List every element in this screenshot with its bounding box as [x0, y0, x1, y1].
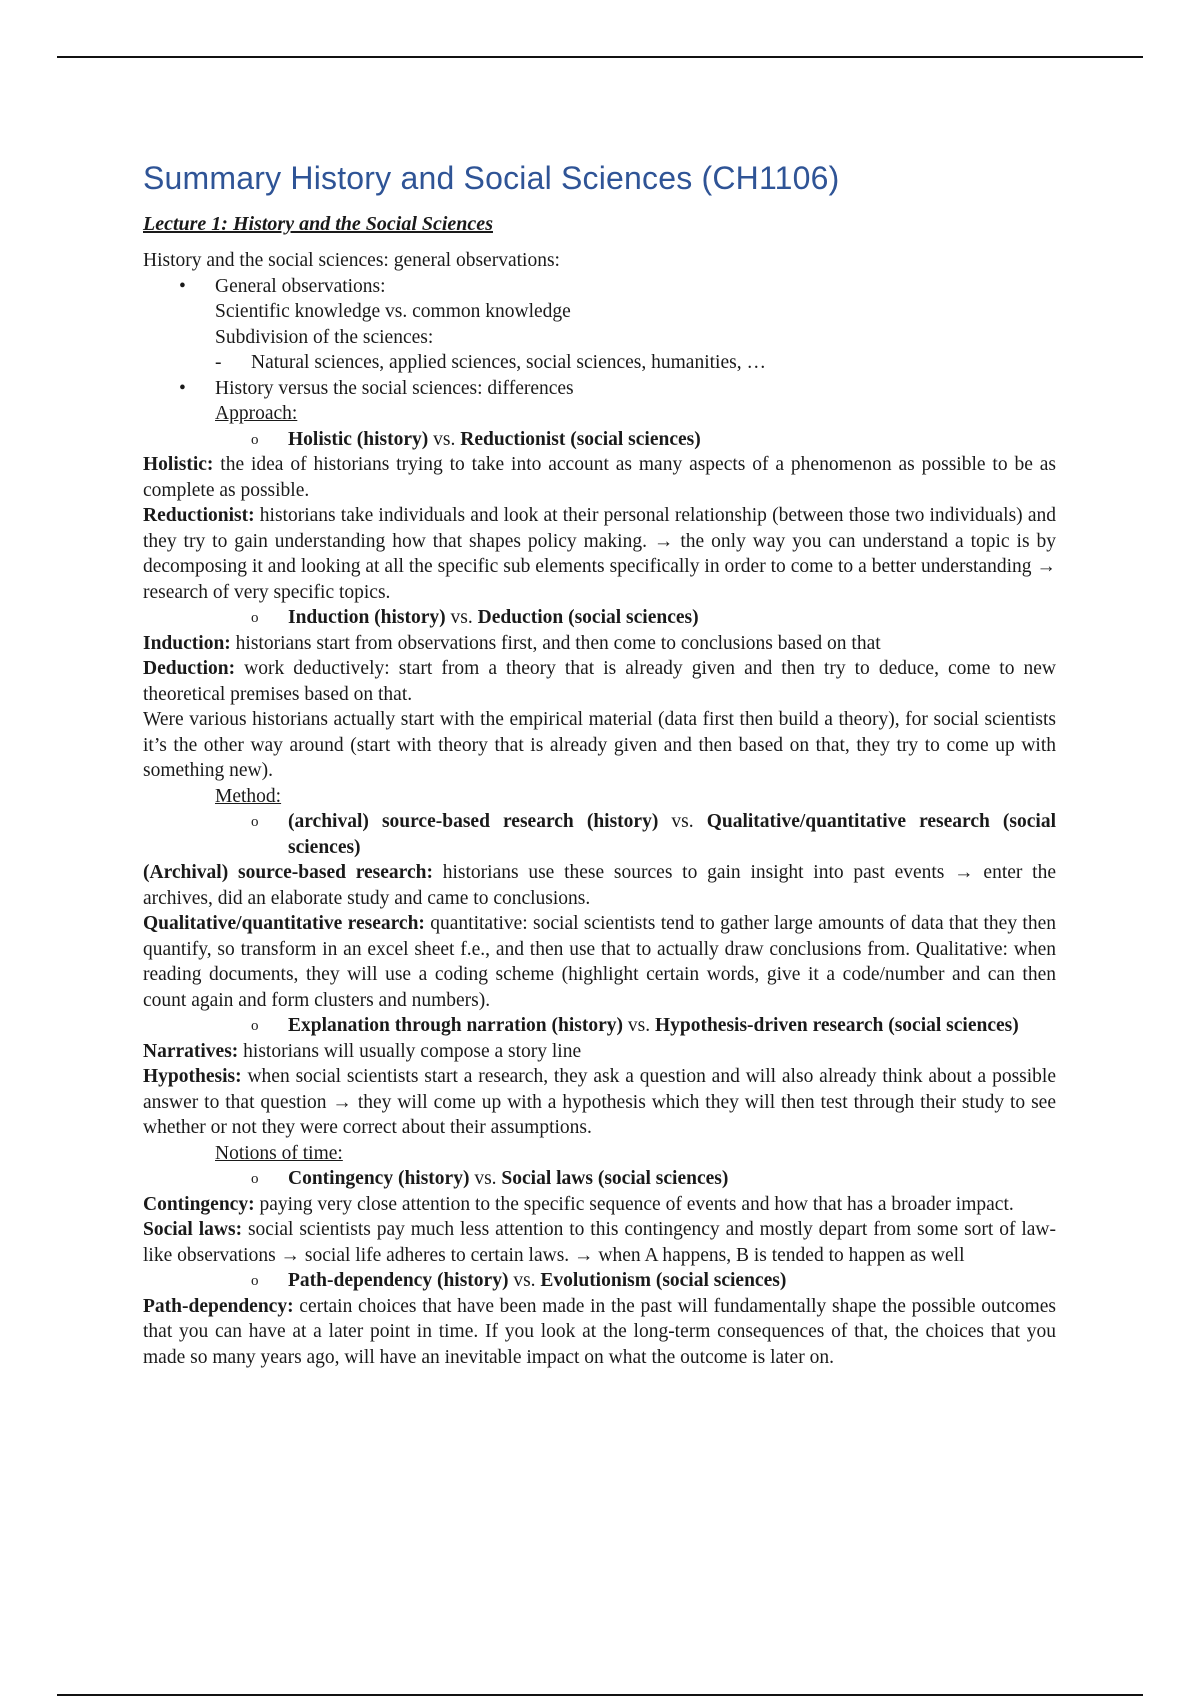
bullet-general — [143, 274, 1056, 300]
intro-line: History and the social sciences: general observations: — [143, 250, 560, 271]
differences-text: History versus the social sciences: differences — [215, 377, 574, 399]
general-heading: General observations: — [215, 275, 386, 297]
pair-archival-qualquant: o (archival) source-based research (history) vs. Qualitative/quantitative research (social sciences) — [251, 811, 1056, 858]
approach-label: Approach: — [215, 403, 298, 424]
pair-induction-deduction: o Induction (history) vs. Deduction (social sciences) — [143, 605, 1056, 631]
def-induction: Induction: historians start from observations first, and then come to conclusions based on that — [143, 632, 881, 654]
def-contingency: Contingency: paying very close attention to the specific sequence of events and how that has a broader impact. — [143, 1193, 1014, 1215]
general-line-1: Scientific knowledge vs. common knowledge — [215, 301, 571, 322]
circle-bullet-icon: o — [251, 1273, 259, 1289]
document-page — [143, 160, 1056, 1370]
def-qualquant: Qualitative/quantitative research: quantitative: social scientists tend to gather large amounts of data that they then quantify, so transform in an excel sheet f.e., and then use that to actually draw conclusions from. Qualitative: when reading documents, they will use a coding scheme (highlight certain words, give it a code/number and can then count again and form clusters and numbers). — [143, 913, 1056, 1011]
header-rule — [57, 56, 1143, 58]
document-title: Summary History and Social Sciences (CH1106) — [143, 160, 840, 196]
bullet-differences — [143, 376, 1056, 402]
pair-pathdep-evolutionism: o Path-dependency (history) vs. Evolutionism (social sciences) — [143, 1268, 1056, 1294]
def-holistic: Holistic: the idea of historians trying to take into account as many aspects of a phenomenon as possible to be as complete as possible. — [143, 454, 1056, 501]
pair-holistic-reductionist: o Holistic (history) vs. Reductionist (social sciences) — [143, 427, 1056, 453]
def-sociallaws: Social laws: social scientists pay much less attention to this contingency and mostly depart from some sort of law-like observations → social life adheres to certain laws. → when A happens, B is tended to happen as well — [143, 1219, 1056, 1266]
def-deduction: Deduction: work deductively: start from a theory that is already given and then try to deduce, come to new theoretical premises based on that. — [143, 658, 1056, 705]
circle-bullet-icon: o — [251, 1171, 259, 1187]
para-were-various: Were various historians actually start with the empirical material (data first then build a theory), for social scientists it’s the other way around (start with theory that is already given and then based on that, they try to come up with something new). — [143, 709, 1056, 781]
circle-bullet-icon: o — [251, 1018, 259, 1034]
pair-contingency-sociallaws: o Contingency (history) vs. Social laws (social sciences) — [143, 1166, 1056, 1192]
circle-bullet-icon: o — [251, 814, 259, 830]
time-label: Notions of time: — [215, 1142, 343, 1164]
circle-bullet-icon: o — [251, 610, 259, 626]
bullet-icon: • — [179, 275, 186, 297]
def-archival: (Archival) source-based research: historians use these sources to gain insight into past events → enter the archives, did an elaborate study and came to conclusions. — [143, 862, 1056, 909]
dash-item-text: Natural sciences, applied sciences, social sciences, humanities, … — [251, 352, 766, 373]
lecture-heading: Lecture 1: History and the Social Sciences — [143, 213, 493, 235]
def-reductionist: Reductionist: historians take individuals and look at their personal relationship (between those two individuals) and they try to gain understanding how that shapes policy making. → the only way you can understand a topic is by decomposing it and looking at all the specific sub elements specifically in order to come to a better understanding → research of very specific topics. — [143, 505, 1056, 603]
def-narratives: Narratives: historians will usually compose a story line — [143, 1040, 582, 1062]
dash-item — [143, 350, 1056, 376]
general-line-2: Subdivision of the sciences: — [215, 326, 434, 348]
footer-rule — [57, 1694, 1143, 1696]
pair-narration-hypothesis: o Explanation through narration (history) vs. Hypothesis-driven research (social sciences) — [143, 1013, 1056, 1039]
def-hypothesis: Hypothesis: when social scientists start a research, they ask a question and will also already think about a possible answer to that question → they will come up with a hypothesis which they will then test through their study to see whether or not they were correct about their assumptions. — [143, 1066, 1056, 1138]
bullet-icon: • — [179, 377, 186, 399]
circle-bullet-icon: o — [251, 431, 259, 448]
dash-icon: - — [215, 352, 222, 373]
def-pathdep: Path-dependency: certain choices that have been made in the past will fundamentally shape the possible outcomes that you can have at a later point in time. If you look at the long-term consequences of that, the choices that you made so many years ago, will have an inevitable impact on what the outcome is later on. — [143, 1295, 1056, 1368]
method-label: Method: — [215, 785, 282, 807]
